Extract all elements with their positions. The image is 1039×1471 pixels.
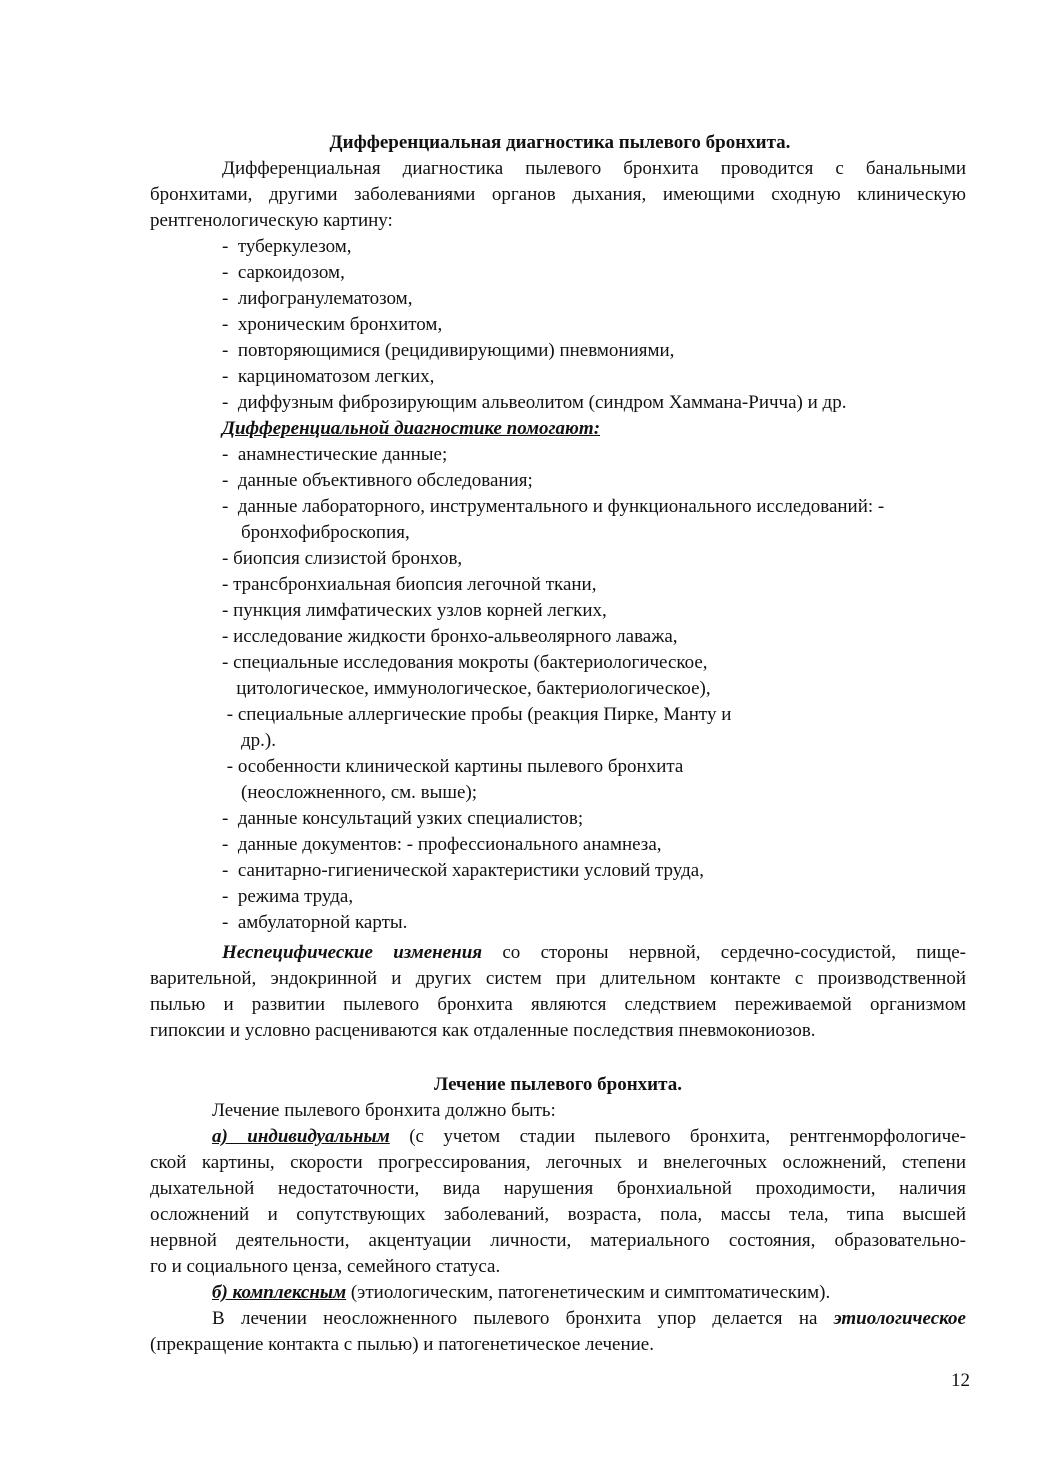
- treatment-last-emph: этиологическое: [833, 1308, 966, 1329]
- treatment-a-line: нервной деятельности, акцентуации личности, материального состояния, образовательно-: [150, 1230, 966, 1251]
- list2-item: - особенности клинической картины пылевого бронхита: [222, 756, 684, 777]
- list2-item: - данные консультаций узких специалистов;: [222, 808, 584, 829]
- section-title-treatment: Лечение пылевого бронхита.: [434, 1074, 682, 1095]
- list2-item: - режима труда,: [222, 886, 354, 907]
- list2-item: - специальные исследования мокроты (бактериологическое,: [222, 652, 708, 673]
- list2-item: - данные лабораторного, инструментального и функционального исследований: -: [222, 496, 885, 517]
- treatment-b-line: [212, 1280, 830, 1306]
- list1-item: - хроническим бронхитом,: [222, 314, 443, 335]
- section-title-diagnostics: Дифференциальная диагностика пылевого бронхита.: [329, 132, 791, 153]
- nonspecific-lead: Неспецифические изменения: [222, 942, 483, 963]
- list2-item: - исследование жидкости бронхо-альвеолярного лаважа,: [222, 626, 678, 647]
- helpers-heading: Дифференциальной диагностике помогают:: [222, 418, 601, 439]
- intro-line-1: Дифференциальная диагностика пылевого бронхита проводится с банальными: [222, 158, 966, 179]
- list2-item: - пункция лимфатических узлов корней легких,: [222, 600, 607, 621]
- treatment-b-rest: (этиологическим, патогенетическим и симптоматическим).: [346, 1282, 831, 1303]
- list2-item: - амбулаторной карты.: [222, 912, 408, 933]
- list1-item: - диффузным фиброзирующим альвеолитом (синдром Хаммана-Ричча) и др.: [222, 392, 847, 413]
- list1-item: - карциноматозом легких,: [222, 366, 435, 387]
- treatment-last-line-1: [212, 1306, 966, 1332]
- nonspecific-line-3: пылью и развитии пылевого бронхита являются следствием переживаемой организмом: [150, 994, 966, 1015]
- list2-item: - данные документов: - профессионального анамнеза,: [222, 834, 662, 855]
- nonspecific-line-2: варительной, эндокринной и других систем при длительном контакте с производственной: [150, 968, 966, 989]
- list2-item: - анамнестические данные;: [222, 444, 448, 465]
- list1-item: - саркоидозом,: [222, 262, 345, 283]
- list1-item: - лифогранулематозом,: [222, 288, 413, 309]
- treatment-a-line: осложнений и сопутствующих заболеваний, возраста, пола, массы тела, типа высшей: [150, 1204, 966, 1225]
- list2-item: (неосложненного, см. выше);: [222, 782, 478, 803]
- list2-item: - данные объективного обследования;: [222, 470, 533, 491]
- list2-item: др.).: [222, 730, 276, 751]
- treatment-a-line1-rest: (с учетом стадии пылевого бронхита, рентгенморфологиче-: [389, 1126, 966, 1147]
- treatment-a-lead: а) индивидуальным: [212, 1126, 390, 1147]
- list1-item: - туберкулезом,: [222, 236, 352, 257]
- list2-item: бронхофиброскопия,: [222, 522, 410, 543]
- treatment-intro: Лечение пылевого бронхита должно быть:: [212, 1100, 556, 1121]
- treatment-a-line: дыхательной недостаточности, вида нарушения бронхиальной проходимости, наличия: [150, 1178, 966, 1199]
- list2-item: - специальные аллергические пробы (реакция Пирке, Манту и: [222, 704, 732, 725]
- intro-line-2: бронхитами, другими заболеваниями органов дыхания, имеющими сходную клиническую: [150, 184, 966, 205]
- treatment-last-pre: В лечении неосложненного пылевого бронхита упор делается на: [212, 1308, 834, 1329]
- treatment-a-line: го и социального ценза, семейного статуса.: [150, 1256, 501, 1277]
- list2-item: - трансбронхиальная биопсия легочной ткани,: [222, 574, 597, 595]
- treatment-a-line-1: [212, 1124, 966, 1150]
- treatment-last-line-2: (прекращение контакта с пылью) и патогенетическое лечение.: [150, 1334, 654, 1355]
- treatment-a-line: ской картины, скорости прогрессирования, легочных и внелегочных осложнений, степени: [150, 1152, 966, 1173]
- nonspecific-line1-rest: со стороны нервной, сердечно-сосудистой, пище-: [482, 942, 966, 963]
- nonspecific-line-4: гипоксии и условно расцениваются как отдаленные последствия пневмокониозов.: [150, 1020, 816, 1041]
- list2-item: - биопсия слизистой бронхов,: [222, 548, 463, 569]
- nonspecific-line-1: [222, 940, 966, 966]
- list2-item: цитологическое, иммунологическое, бактериологическое),: [222, 678, 711, 699]
- page-number: 12: [951, 1370, 970, 1391]
- treatment-b-lead: б) комплексным: [212, 1282, 347, 1303]
- list1-item: - повторяющимися (рецидивирующими) пневмониями,: [222, 340, 675, 361]
- list2-item: - санитарно-гигиенической характеристики условий труда,: [222, 860, 704, 881]
- intro-line-3: рентгенологическую картину:: [150, 210, 393, 231]
